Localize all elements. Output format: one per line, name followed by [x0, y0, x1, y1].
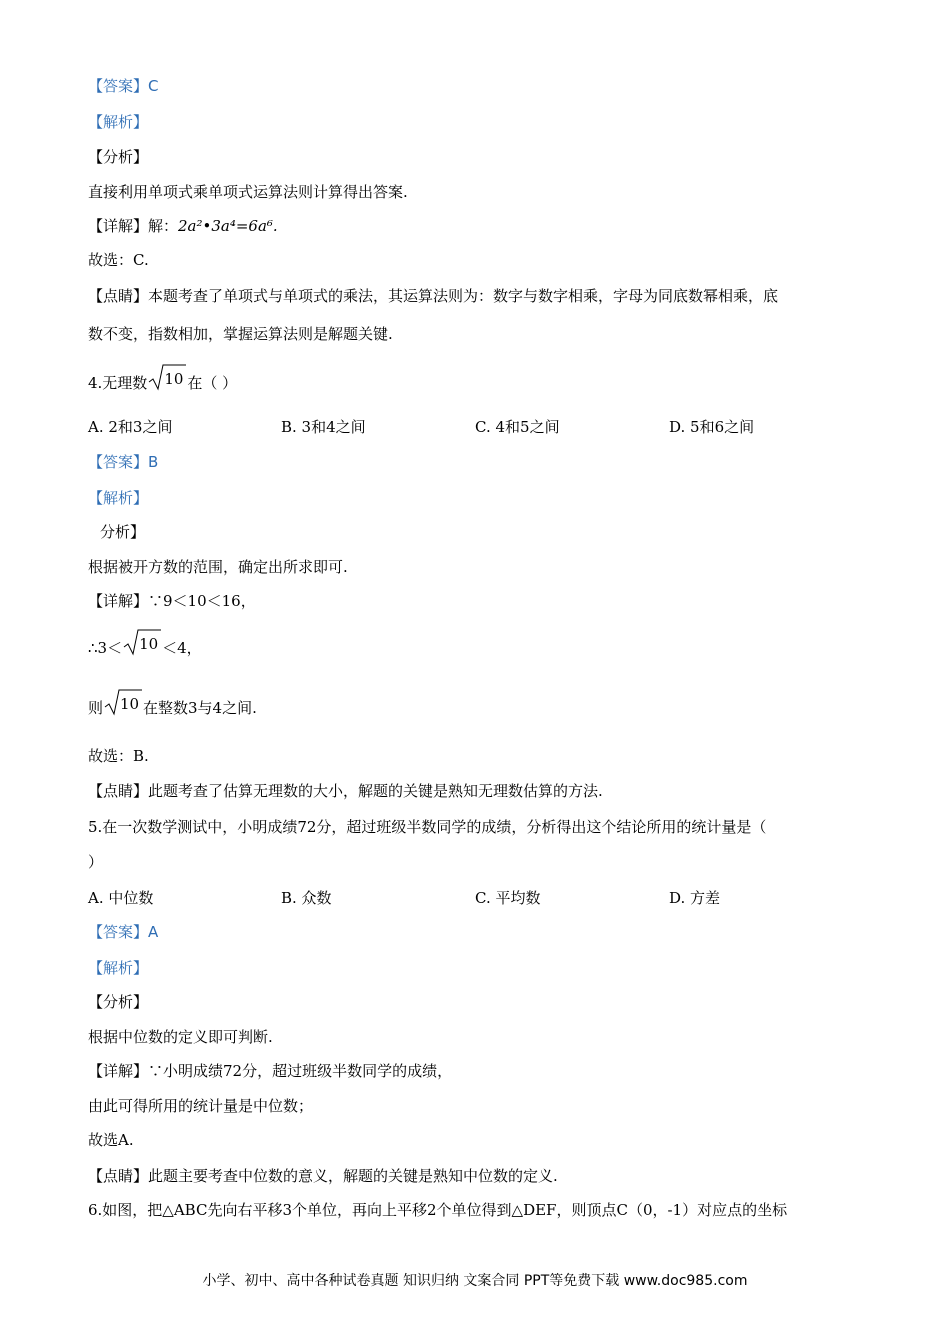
- q4-option-c: C. 4和5之间: [475, 418, 560, 436]
- q5-analysis-heading: 【解析】: [88, 959, 149, 977]
- q3-fenxi-heading: 【分析】: [88, 148, 149, 166]
- q5-reason: 由此可得所用的统计量是中位数；: [88, 1097, 314, 1115]
- q3-dianjing-line1: 【点睛】本题考查了单项式与单项式的乘法，其运算法则为：数字与数字相乘，字母为同底数幂相乘，底: [88, 287, 779, 305]
- q5-answer: 【答案】A: [88, 923, 159, 941]
- q4-option-b: B. 3和4之间: [281, 418, 366, 436]
- q4-stem: [88, 362, 237, 398]
- q5-stem-line2: ）: [88, 853, 104, 871]
- q3-analysis-heading: 【解析】: [88, 113, 149, 131]
- q4-choose: 故选：B.: [88, 747, 149, 765]
- q4-analysis-heading: 【解析】: [88, 489, 149, 507]
- q5-fenxi-heading: 【分析】: [88, 993, 149, 1011]
- q4-fenxi-text: 根据被开方数的范围，确定出所求即可.: [88, 558, 348, 576]
- q3-detail-prefix: 【详解】解：: [88, 217, 179, 235]
- q5-fenxi-text: 根据中位数的定义即可判断.: [88, 1028, 273, 1046]
- q3-answer: 【答案】C: [88, 77, 159, 95]
- q3-choose: 故选：C.: [88, 251, 149, 269]
- q5-detail: 【详解】∵小明成绩72分，超过班级半数同学的成绩，: [88, 1062, 453, 1080]
- q5-option-b: B. 众数: [281, 889, 332, 907]
- q5-stem-line1: 5.在一次数学测试中，小明成绩72分，超过班级半数同学的成绩，分析得出这个结论所用的统计量是（: [88, 818, 767, 836]
- q3-dianjing-line2: 数不变，指数相加，掌握运算法则是解题关键.: [88, 325, 393, 343]
- q3-detail: [88, 216, 278, 236]
- q5-option-d: D. 方差: [669, 889, 721, 907]
- q4-step: [88, 627, 202, 663]
- q5-dianjing: 【点睛】此题主要考查中位数的意义，解题的关键是熟知中位数的定义.: [88, 1167, 558, 1185]
- q4-option-d: D. 5和6之间: [669, 418, 755, 436]
- q6-stem: 6.如图，把△ABC先向右平移3个单位，再向上平移2个单位得到△DEF，则顶点C（0，-1）对应点的坐标: [88, 1201, 788, 1219]
- sqrt-10-symbol: [147, 362, 187, 392]
- q5-choose: 故选A.: [88, 1131, 134, 1149]
- q4-step-suffix: ＜4，: [162, 639, 202, 657]
- q4-stem-prefix: 4.无理数: [88, 374, 148, 392]
- sqrt-10-symbol: [122, 627, 162, 657]
- radicand: 10: [164, 370, 184, 388]
- q3-fenxi-text: 直接利用单项式乘单项式运算法则计算得出答案.: [88, 183, 408, 201]
- q3-detail-math: 2a²•3a⁴=6a⁶.: [178, 217, 278, 235]
- q4-then-suffix: 在整数3与4之间.: [143, 699, 257, 717]
- q4-detail: 【详解】∵9＜10＜16，: [88, 592, 256, 610]
- q4-fenxi-heading: 分析】: [100, 523, 146, 541]
- q5-option-a: A. 中位数: [88, 889, 154, 907]
- sqrt-10-symbol: [103, 687, 143, 717]
- q4-then-prefix: 则: [88, 699, 104, 717]
- radicand: 10: [139, 635, 159, 653]
- q4-answer: 【答案】B: [88, 453, 159, 471]
- q4-stem-suffix: 在（ ）: [187, 374, 238, 392]
- q5-option-c: C. 平均数: [475, 889, 541, 907]
- page-footer: 小学、初中、高中各种试卷真题 知识归纳 文案合同 PPT等免费下载 www.doc985.com: [202, 1273, 748, 1289]
- q4-step-prefix: ∴3＜: [88, 639, 123, 657]
- radicand: 10: [120, 695, 140, 713]
- q4-then: [88, 687, 257, 723]
- q4-dianjing: 【点睛】此题考查了估算无理数的大小，解题的关键是熟知无理数估算的方法.: [88, 782, 603, 800]
- q4-option-a: A. 2和3之间: [88, 418, 173, 436]
